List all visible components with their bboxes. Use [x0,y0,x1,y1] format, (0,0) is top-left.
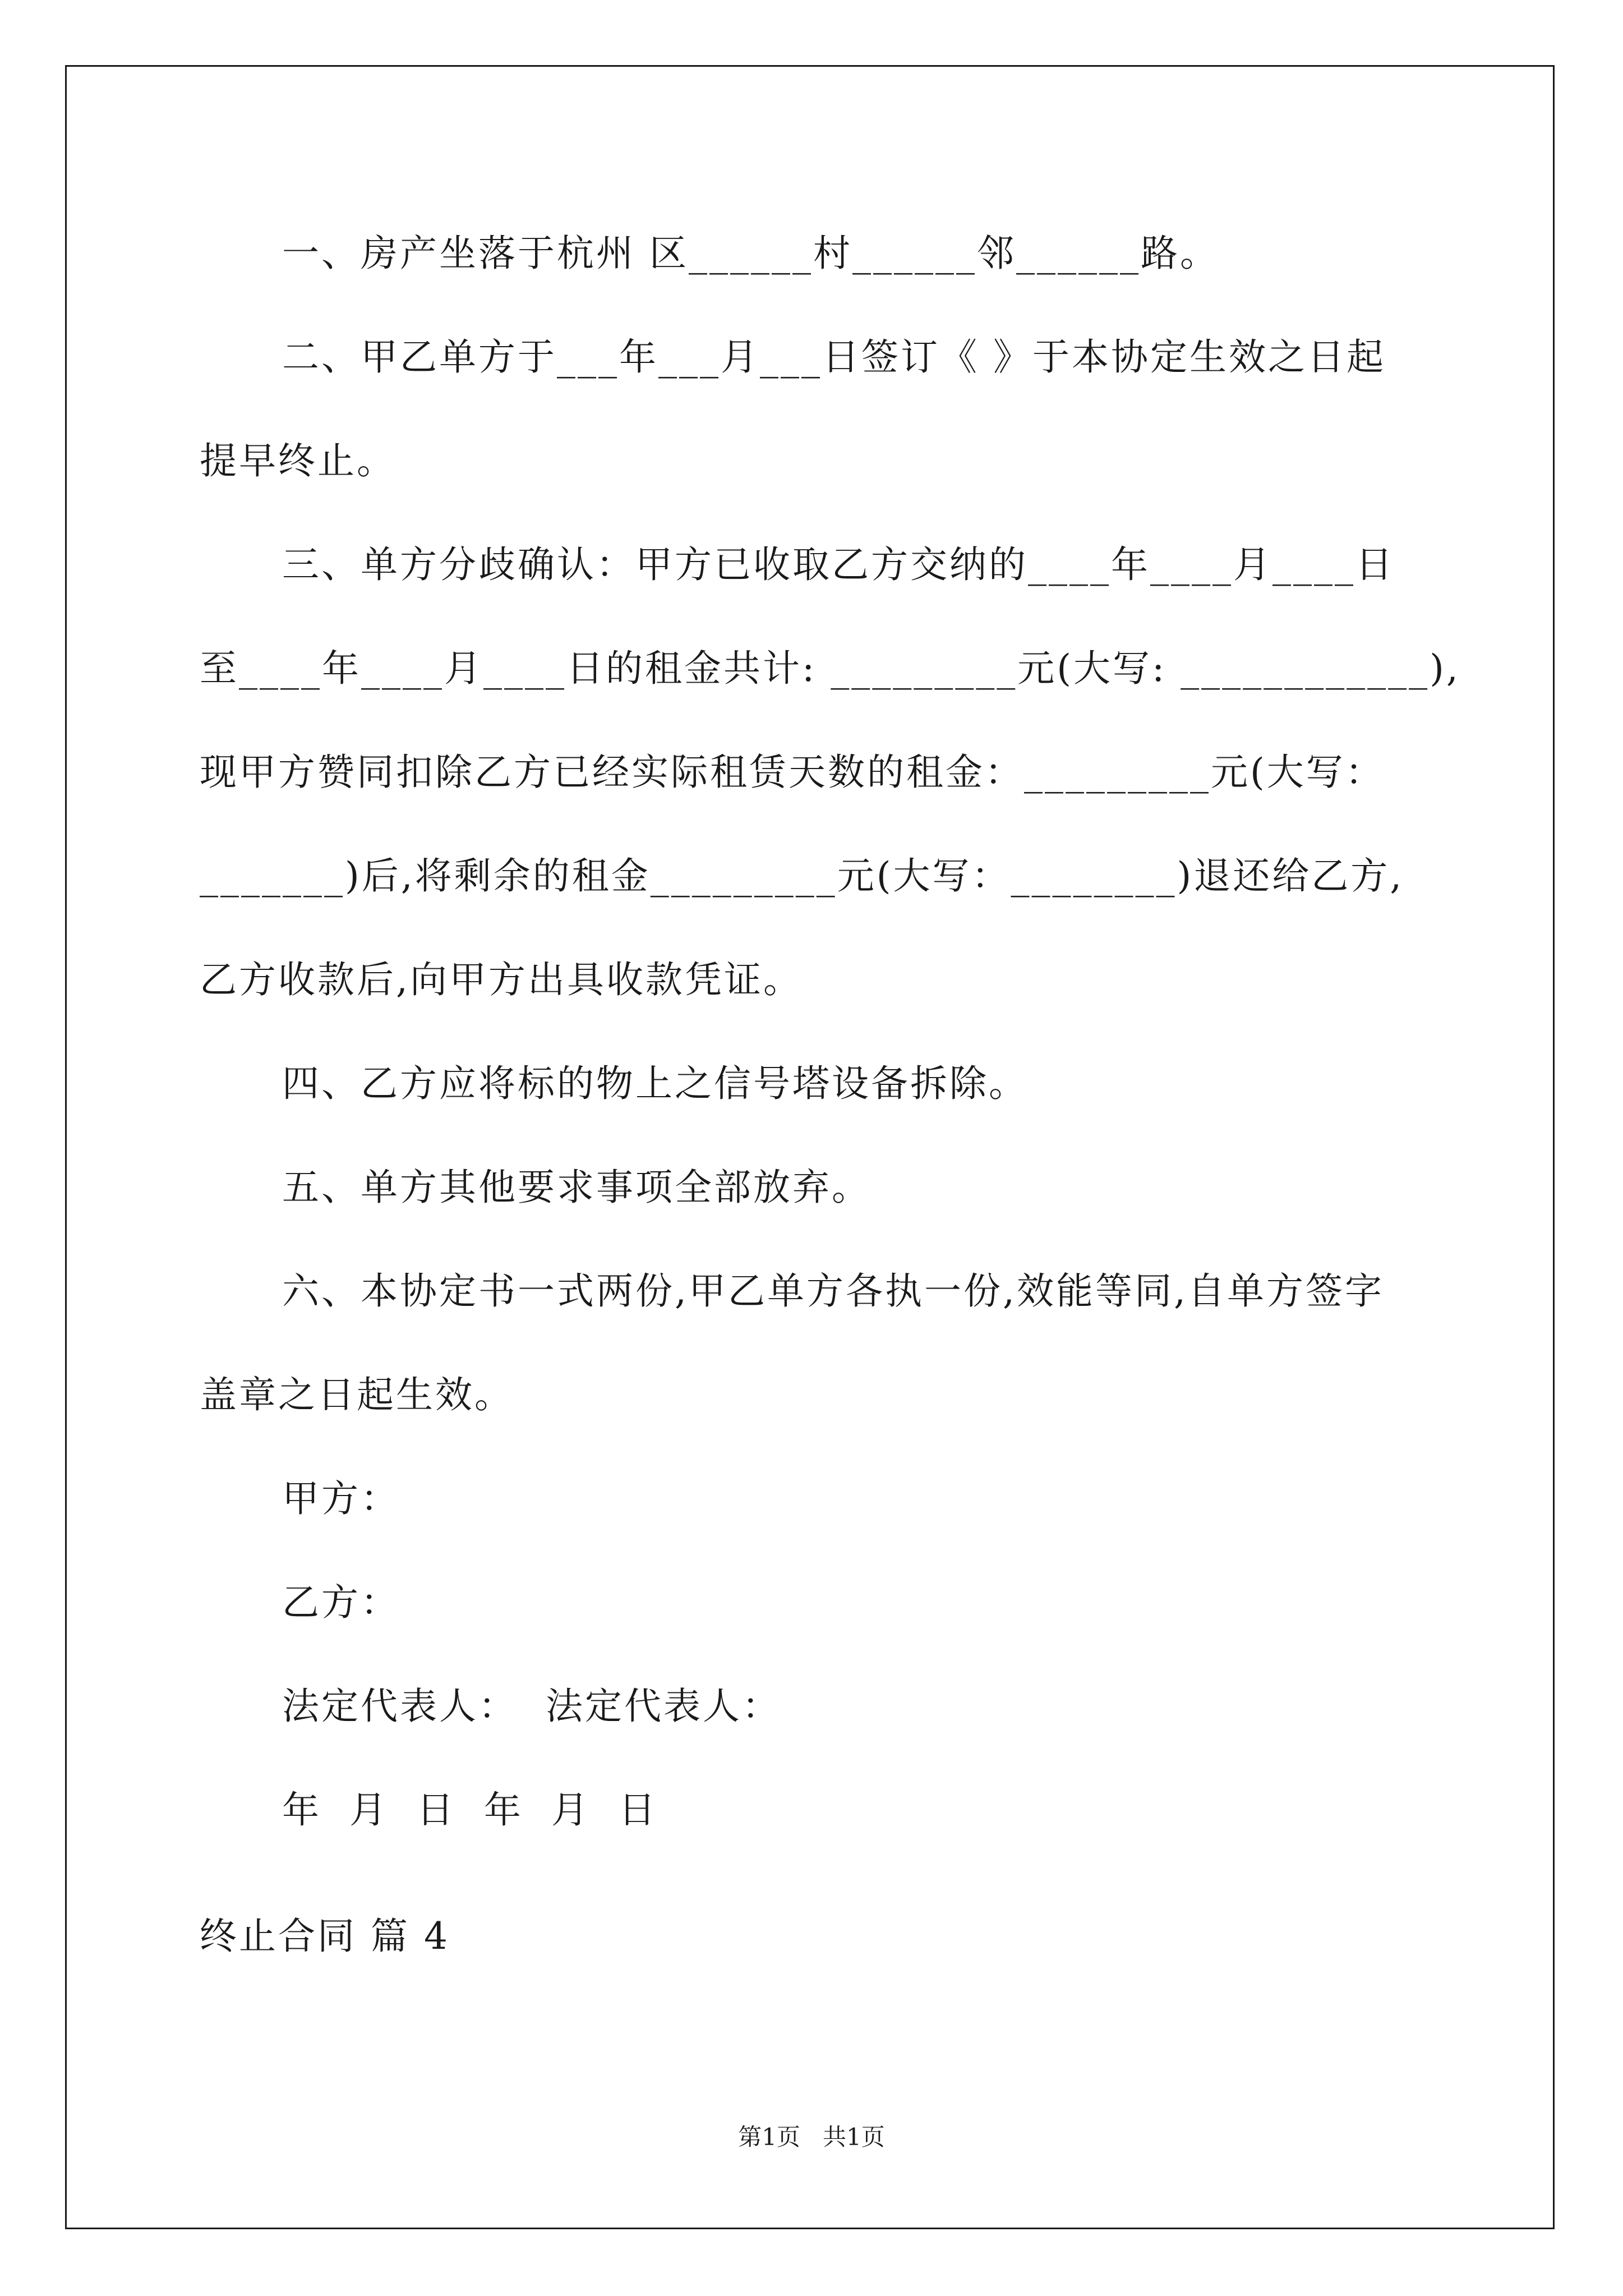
clause-2-line-2: 提早终止。 [200,439,396,482]
clause-3-line-2: 至____年____月____日的租金共计: _________元(大写: ____________), [200,647,1460,690]
clause-4-line: 四、乙方应将标的物上之信号塔设备拆除。 [282,1062,1028,1105]
section-heading: 终止合同 篇 4 [200,1915,450,1958]
party-a-label: 甲方： [282,1477,400,1520]
clause-1-line: 一、房产坐落于杭州 区______村______邻______路。 [282,232,1219,275]
clause-3-line-5: 乙方收款后,向甲方出具收款凭证。 [200,958,803,1001]
clause-3-line-1: 三、单方分歧确认：甲方已收取乙方交纳的____年____月____日 [282,543,1395,586]
clause-5-line: 五、单方其他要求事项全部放弃。 [282,1166,871,1209]
page-border [65,65,1555,2229]
signature-date-fields: 年 月 日 年 月 日 [282,1788,658,1832]
clause-2-line-1: 二、甲乙单方于___年___月___日签订《 》于本协定生效之日起 [282,335,1386,379]
legal-representative-labels: 法定代表人： 法定代表人： [282,1685,781,1728]
party-b-label: 乙方： [282,1581,400,1624]
clause-6-line-2: 盖章之日起生效。 [200,1373,514,1416]
page-footer: 第1页 共1页 [738,2123,885,2151]
clause-3-line-3: 现甲方赞同扣除乙方已经实际租赁天数的租金：_________元(大写： [200,751,1385,794]
clause-6-line-1: 六、本协定书一式两份,甲乙单方各执一份,效能等同,自单方签字 [282,1269,1384,1313]
clause-3-line-4: _______)后,将剩余的租金_________元(大写：________)退还给乙方, [200,854,1404,898]
